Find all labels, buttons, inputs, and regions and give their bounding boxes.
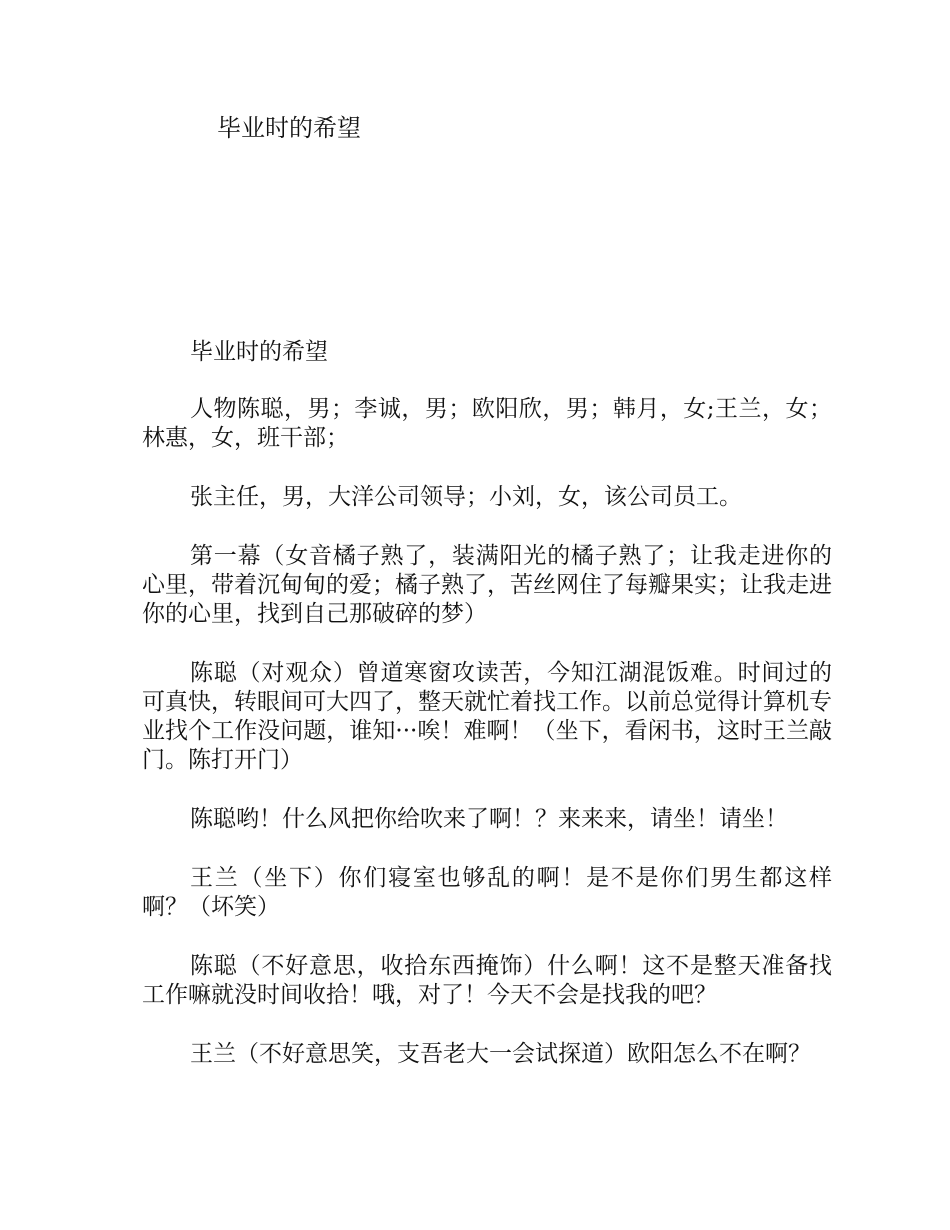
document-body bbox=[142, 338, 832, 1099]
paragraph-wanglan-dorm: 王兰（坐下）你们寝室也够乱的啊！是不是你们男生都这样啊？（坏笑） bbox=[142, 865, 832, 920]
paragraph-characters-2: 张主任，男，大洋公司领导；小刘，女，该公司员工。 bbox=[190, 484, 742, 510]
document-title: 毕业时的希望 bbox=[190, 339, 328, 365]
paragraph-chencong-monologue: 陈聪（对观众）曾道寒窗攻读苦，今知江湖混饭难。时间过的可真快，转眼间可大四了，整天就忙着找工作。以前总觉得计算机专业找个工作没问题，谁知···唉！难啊！（坐下，看闲书，这时王兰敲门。陈打开门） bbox=[142, 660, 832, 773]
paragraph-chencong-greeting: 陈聪哟！什么风把你给吹来了啊！？来来来，请坐！请坐！ bbox=[190, 806, 788, 832]
paragraph-wanglan-question: 王兰（不好意思笑，支吾老大一会试探道）欧阳怎么不在啊？ bbox=[190, 1041, 811, 1067]
paragraph-characters-1: 人物陈聪，男；李诚，男；欧阳欣，男；韩月，女;王兰，女；林惠，女，班干部； bbox=[142, 396, 832, 451]
header-title: 毕业时的希望 bbox=[217, 114, 361, 142]
paragraph-act-one: 第一幕（女音橘子熟了，装满阳光的橘子熟了；让我走进你的心里，带着沉甸甸的爱；橘子熟了，苦丝网住了每瓣果实；让我走进你的心里，找到自己那破碎的梦） bbox=[142, 543, 832, 627]
paragraph-chencong-reply: 陈聪（不好意思，收拾东西掩饰）什么啊！这不是整天准备找工作嘛就没时间收拾！哦，对了！今天不会是找我的吧？ bbox=[142, 953, 832, 1008]
